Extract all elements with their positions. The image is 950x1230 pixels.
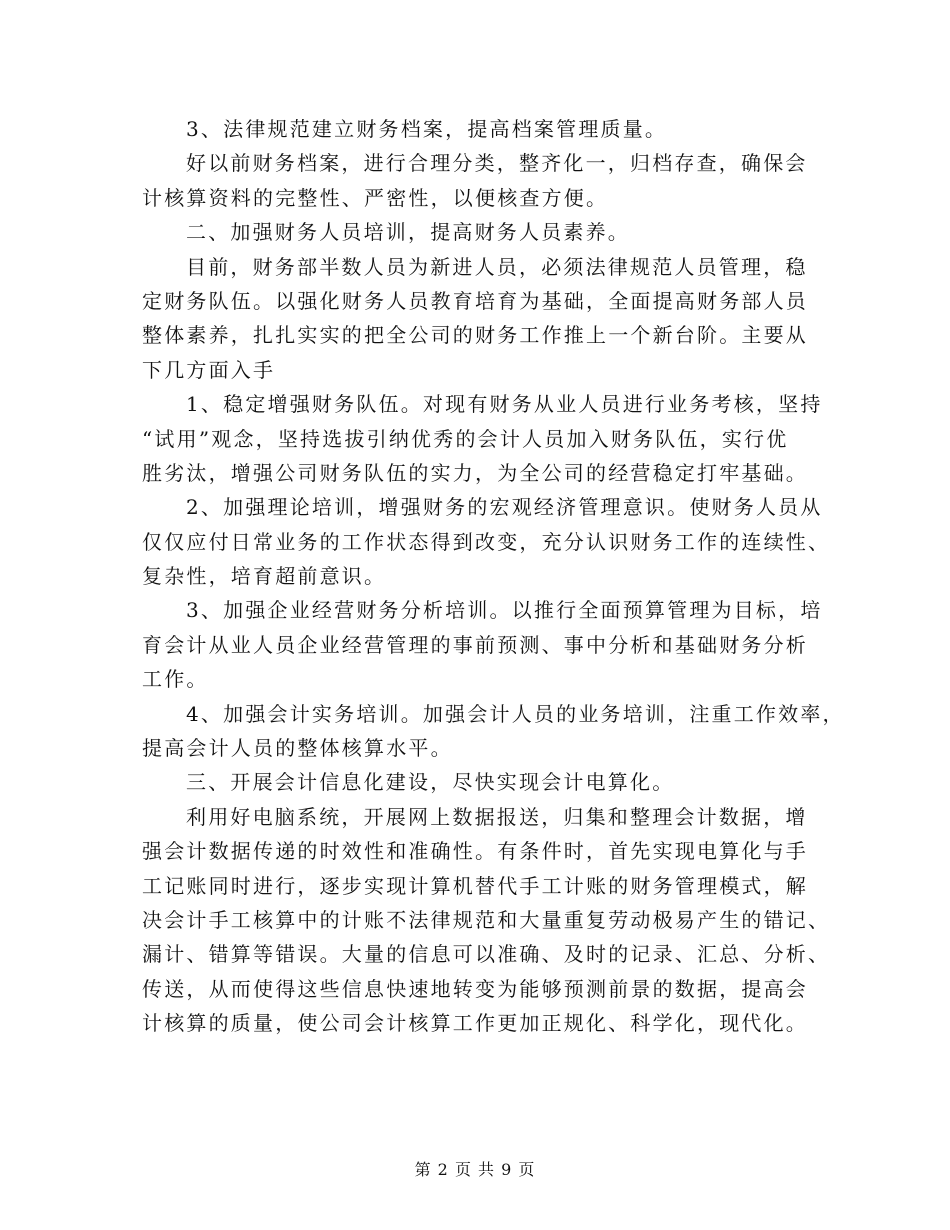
body-line: 决会计手工核算中的计账不法律规范和大量重复劳动极易产生的错记、 <box>142 907 831 932</box>
body-line: 传送，从而使得这些信息快速地转变为能够预测前景的数据，提高会 <box>142 976 808 1001</box>
body-line: 利用好电脑系统，开展网上数据报送，归集和整理会计数据，增 <box>186 804 808 829</box>
body-line: 3、法律规范建立财务档案，提高档案管理质量。 <box>186 117 668 141</box>
body-line: 好以前财务档案，进行合理分类，整齐化一，归档存查，确保会 <box>186 151 808 176</box>
body-line: 提高会计人员的整体核算水平。 <box>142 736 453 761</box>
document-body <box>142 112 845 1041</box>
body-line: 3、加强企业经营财务分析培训。以推行全面预算管理为目标，培 <box>186 598 823 623</box>
body-line: 复杂性，培育超前意识。 <box>142 564 387 589</box>
body-line: 下几方面入手 <box>142 357 276 382</box>
body-line: 工记账同时进行，逐步实现计算机替代手工计账的财务管理模式，解 <box>142 873 808 898</box>
body-line: 2、加强理论培训，增强财务的宏观经济管理意识。使财务人员从 <box>186 495 823 520</box>
body-line: 定财务队伍。以强化财务人员教育培育为基础，全面提高财务部人员 <box>142 288 808 313</box>
section-heading: 三、开展会计信息化建设，尽快实现会计电算化。 <box>186 770 675 795</box>
body-line: 漏计、错算等错误。大量的信息可以准确、及时的记录、汇总、分析、 <box>142 942 831 967</box>
body-line: 目前，财务部半数人员为新进人员，必须法律规范人员管理，稳 <box>186 254 808 279</box>
body-line: 强会计数据传递的时效性和准确性。有条件时，首先实现电算化与手 <box>142 839 808 864</box>
body-line: 仅仅应付日常业务的工作状态得到改变，充分认识财务工作的连续性、 <box>142 529 831 554</box>
body-line: “试用”观念，坚持选拔引纳优秀的会计人员加入财务队伍，实行优 <box>142 426 789 451</box>
body-line: 计核算的质量，使公司会计核算工作更加正规化、科学化，现代化。 <box>142 1011 808 1036</box>
body-line: 工作。 <box>142 667 209 692</box>
body-line: 胜劣汰，增强公司财务队伍的实力，为全公司的经营稳定打牢基础。 <box>142 460 808 485</box>
body-line: 1、稳定增强财务队伍。对现有财务从业人员进行业务考核，坚持 <box>186 392 823 417</box>
section-heading: 二、加强财务人员培训，提高财务人员素养。 <box>186 220 630 245</box>
body-line: 计核算资料的完整性、严密性，以便核查方便。 <box>142 185 609 210</box>
body-line: 整体素养，扎扎实实的把全公司的财务工作推上一个新台阶。主要从 <box>142 323 808 348</box>
page-number-footer: 第 2 页 共 9 页 <box>414 1160 536 1179</box>
body-line: 育会计从业人员企业经营管理的事前预测、事中分析和基础财务分析 <box>142 632 808 657</box>
body-line: 4、加强会计实务培训。加强会计人员的业务培训，注重工作效率， <box>186 701 845 726</box>
